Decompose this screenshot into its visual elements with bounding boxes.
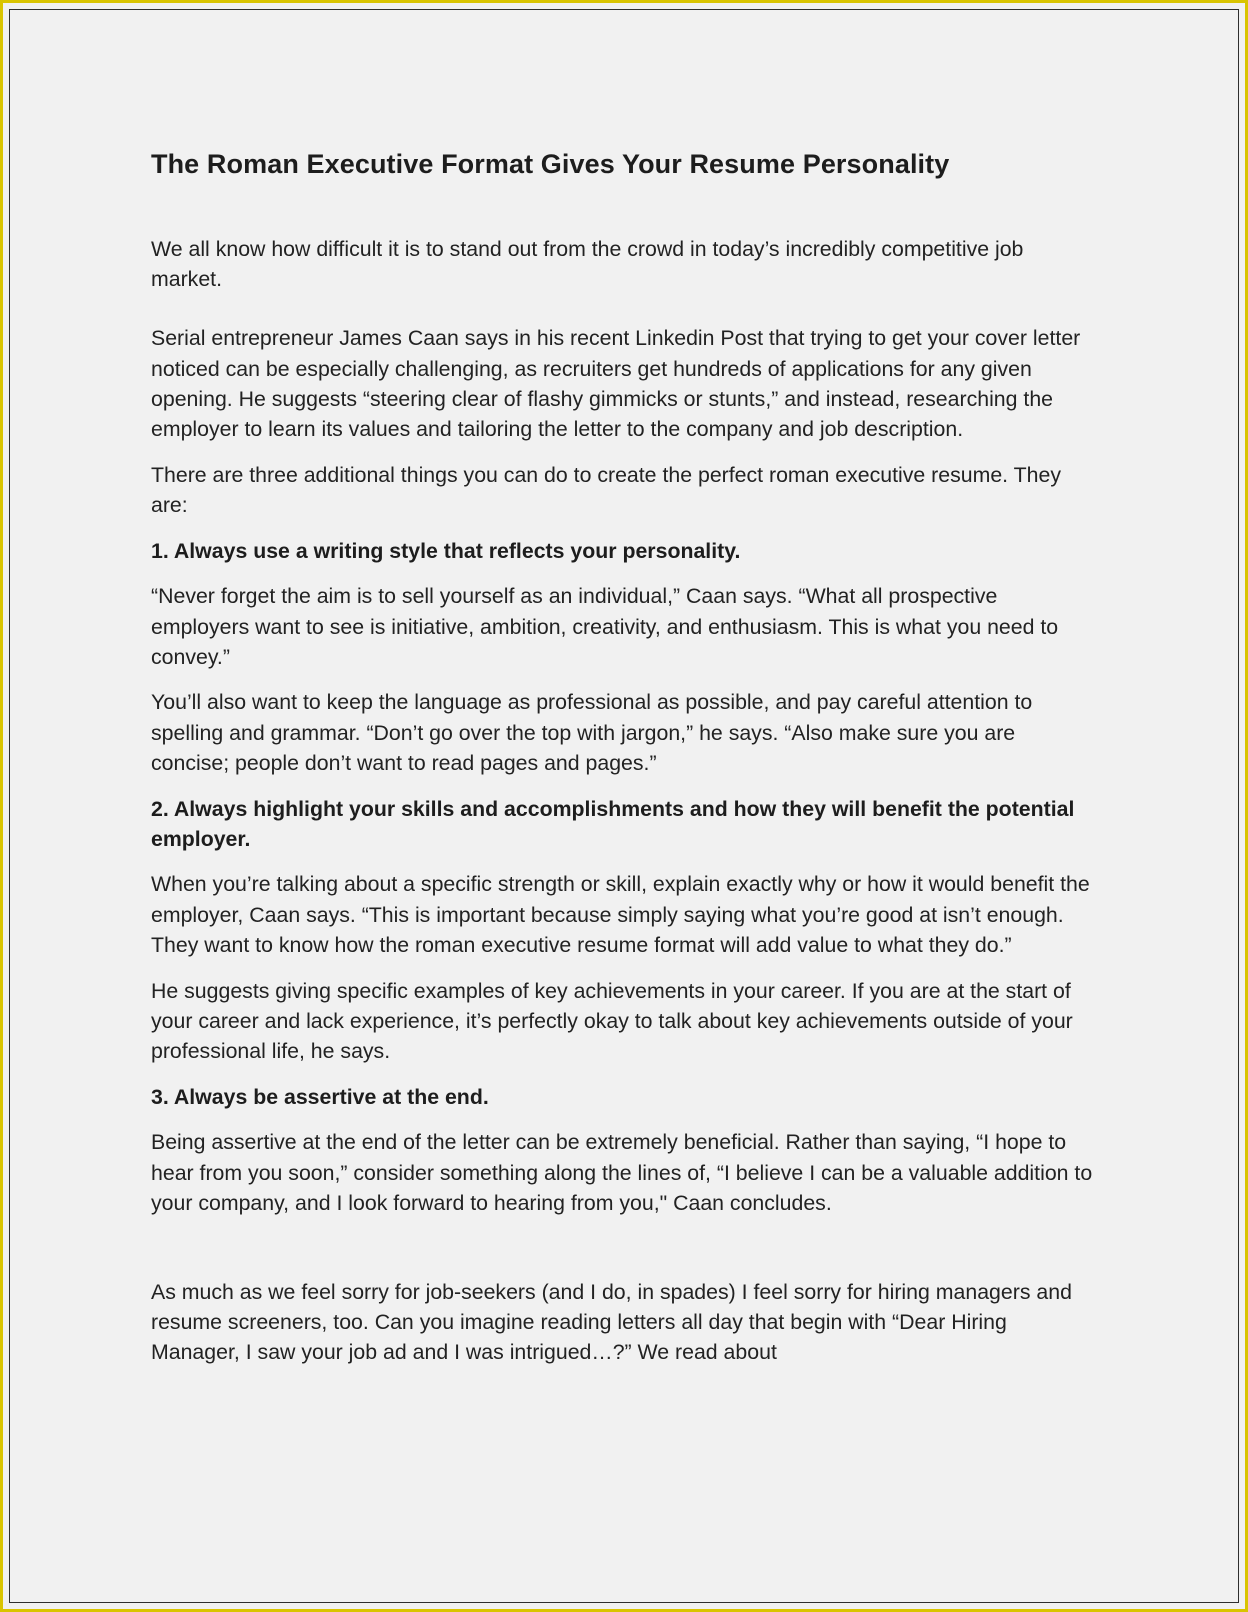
tip-1-paragraph-1: “Never forget the aim is to sell yourself as an individual,” Caan says. “What all prospective employers want to see is initiative, ambition, creativity, and enthusiasm. This is what you need to convey.” — [151, 584, 1059, 669]
tip-3-heading: 3. Always be assertive at the end. — [151, 1084, 489, 1109]
closing-paragraph: As much as we feel sorry for job-seekers (and I do, in spades) I feel sorry for hiring managers and resume screeners, too. Can you imagine reading letters all day that begin with “Dear Hiring Manager, I saw your job ad and I was intrigued…?” We read about — [151, 1279, 1072, 1365]
tip-1-heading: 1. Always use a writing style that reflects your personality. — [151, 538, 741, 563]
intro-paragraph: We all know how difficult it is to stand out from the crowd in today’s incredibly competitive job market. — [151, 237, 1024, 292]
three-things-paragraph: There are three additional things you can do to create the perfect roman executive resume. They are: — [151, 462, 1061, 517]
tip-1-paragraph-2: You’ll also want to keep the language as professional as possible, and pay careful attention to spelling and grammar. “Don’t go over the top with jargon,” he says. “Also make sure you are concise; people don’t want to read pages and pages.” — [151, 690, 1033, 775]
caan-paragraph: Serial entrepreneur James Caan says in his recent Linkedin Post that trying to get your cover letter noticed can be especially challenging, as recruiters get hundreds of applications for any given opening. He suggests “steering clear of flashy gimmicks or stunts,” and instead, researching the employer to learn its values and tailoring the letter to the company and job description. — [151, 326, 1081, 442]
document-title: The Roman Executive Format Gives Your Resume Personality — [151, 149, 950, 179]
tip-3-paragraph: Being assertive at the end of the letter can be extremely beneficial. Rather than saying, “I hope to hear from you soon,” consider something along the lines of, “I believe I can be a valuable addition to your company, and I look forward to hearing from you," Caan concludes. — [151, 1130, 1093, 1215]
tip-2-paragraph-1: When you’re talking about a specific strength or skill, explain exactly why or how it would benefit the employer, Caan says. “This is important because simply saying what you’re good at isn’t enough. They want to know how the roman executive resume format will add value to what they do.” — [151, 872, 1090, 957]
tip-2-paragraph-2: He suggests giving specific examples of key achievements in your career. If you are at the start of your career and lack experience, it’s perfectly okay to talk about key achievements outside of your professional life, he says. — [151, 978, 1073, 1063]
document-body — [151, 146, 1097, 1383]
tip-2-heading: 2. Always highlight your skills and accomplishments and how they will benefit the potential employer. — [151, 796, 1075, 851]
